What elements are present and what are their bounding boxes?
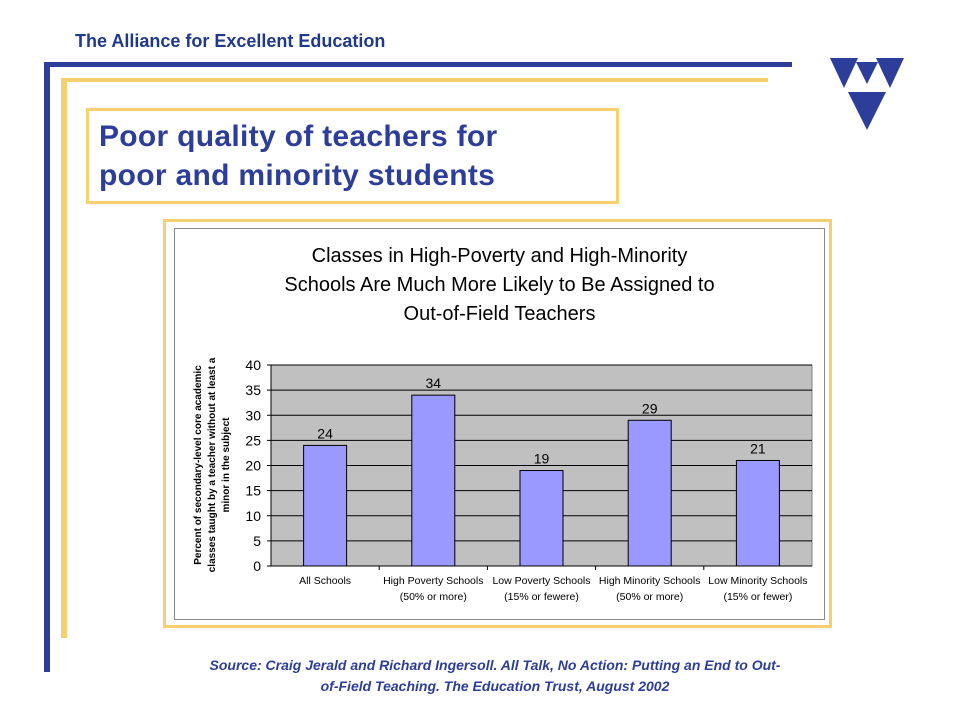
bar bbox=[304, 445, 347, 566]
slide-title-box bbox=[86, 108, 619, 204]
y-tick-label: 25 bbox=[245, 432, 261, 449]
blue-horizontal-rule bbox=[44, 62, 792, 67]
organization-name: The Alliance for Excellent Education bbox=[75, 31, 386, 51]
x-tick-label: All Schools bbox=[299, 575, 352, 587]
data-label: 19 bbox=[533, 450, 550, 467]
gold-vertical-rule bbox=[61, 78, 67, 638]
bar bbox=[736, 460, 779, 566]
y-axis-title-line: Percent of secondary-level core academic bbox=[193, 365, 204, 565]
chart-frame bbox=[163, 219, 832, 628]
slide-title bbox=[99, 117, 609, 195]
chart-title-line2: Schools Are Much More Likely to Be Assigned to bbox=[284, 274, 715, 296]
source-line2: of-Field Teaching. The Education Trust, August 2002 bbox=[320, 678, 670, 694]
blue-vertical-rule bbox=[44, 62, 50, 672]
x-tick-label: (15% or fewere) bbox=[504, 591, 579, 603]
alliance-logo bbox=[830, 58, 904, 130]
source-line1: Source: Craig Jerald and Richard Ingersoll. All Talk, No Action: Putting an End to Out- bbox=[209, 657, 781, 673]
y-tick-label: 20 bbox=[245, 457, 261, 474]
x-tick-label: (50% or more) bbox=[616, 591, 684, 603]
data-label: 24 bbox=[317, 425, 333, 442]
x-tick-label: High Poverty Schools bbox=[383, 575, 484, 587]
y-axis-title-line: minor in the subject bbox=[221, 417, 232, 513]
y-tick-label: 10 bbox=[245, 507, 261, 524]
data-label: 34 bbox=[425, 375, 442, 392]
bar bbox=[412, 395, 455, 566]
bar bbox=[520, 471, 563, 566]
source-citation bbox=[160, 655, 830, 697]
data-label: 21 bbox=[750, 440, 766, 457]
y-axis-title-line: classes taught by a teacher without at least a bbox=[207, 357, 218, 573]
slide-title-line1: Poor quality of teachers for bbox=[99, 120, 498, 153]
x-tick-label: Low Poverty Schools bbox=[492, 575, 591, 587]
y-tick-label: 35 bbox=[245, 382, 261, 399]
x-tick-label: High Minority Schools bbox=[598, 575, 701, 587]
chart-area bbox=[174, 228, 825, 620]
y-tick-label: 40 bbox=[245, 357, 261, 373]
x-tick-label: Low Minority Schools bbox=[708, 575, 808, 587]
y-axis-title bbox=[193, 357, 232, 572]
chart-title-line3: Out-of-Field Teachers bbox=[403, 303, 596, 325]
y-tick-label: 5 bbox=[253, 532, 261, 549]
bar-chart bbox=[175, 229, 824, 619]
y-tick-label: 15 bbox=[245, 482, 261, 499]
data-label: 29 bbox=[641, 400, 658, 417]
x-tick-label: (15% or fewer) bbox=[723, 591, 793, 603]
slide-title-line2: poor and minority students bbox=[99, 159, 496, 192]
y-tick-label: 30 bbox=[245, 407, 261, 424]
chart-title-line1: Classes in High-Poverty and High-Minority bbox=[311, 245, 688, 267]
x-tick-label: (50% or more) bbox=[399, 591, 467, 603]
bar bbox=[628, 420, 671, 566]
gold-horizontal-rule bbox=[61, 78, 768, 82]
y-tick-label: 0 bbox=[253, 558, 261, 574]
